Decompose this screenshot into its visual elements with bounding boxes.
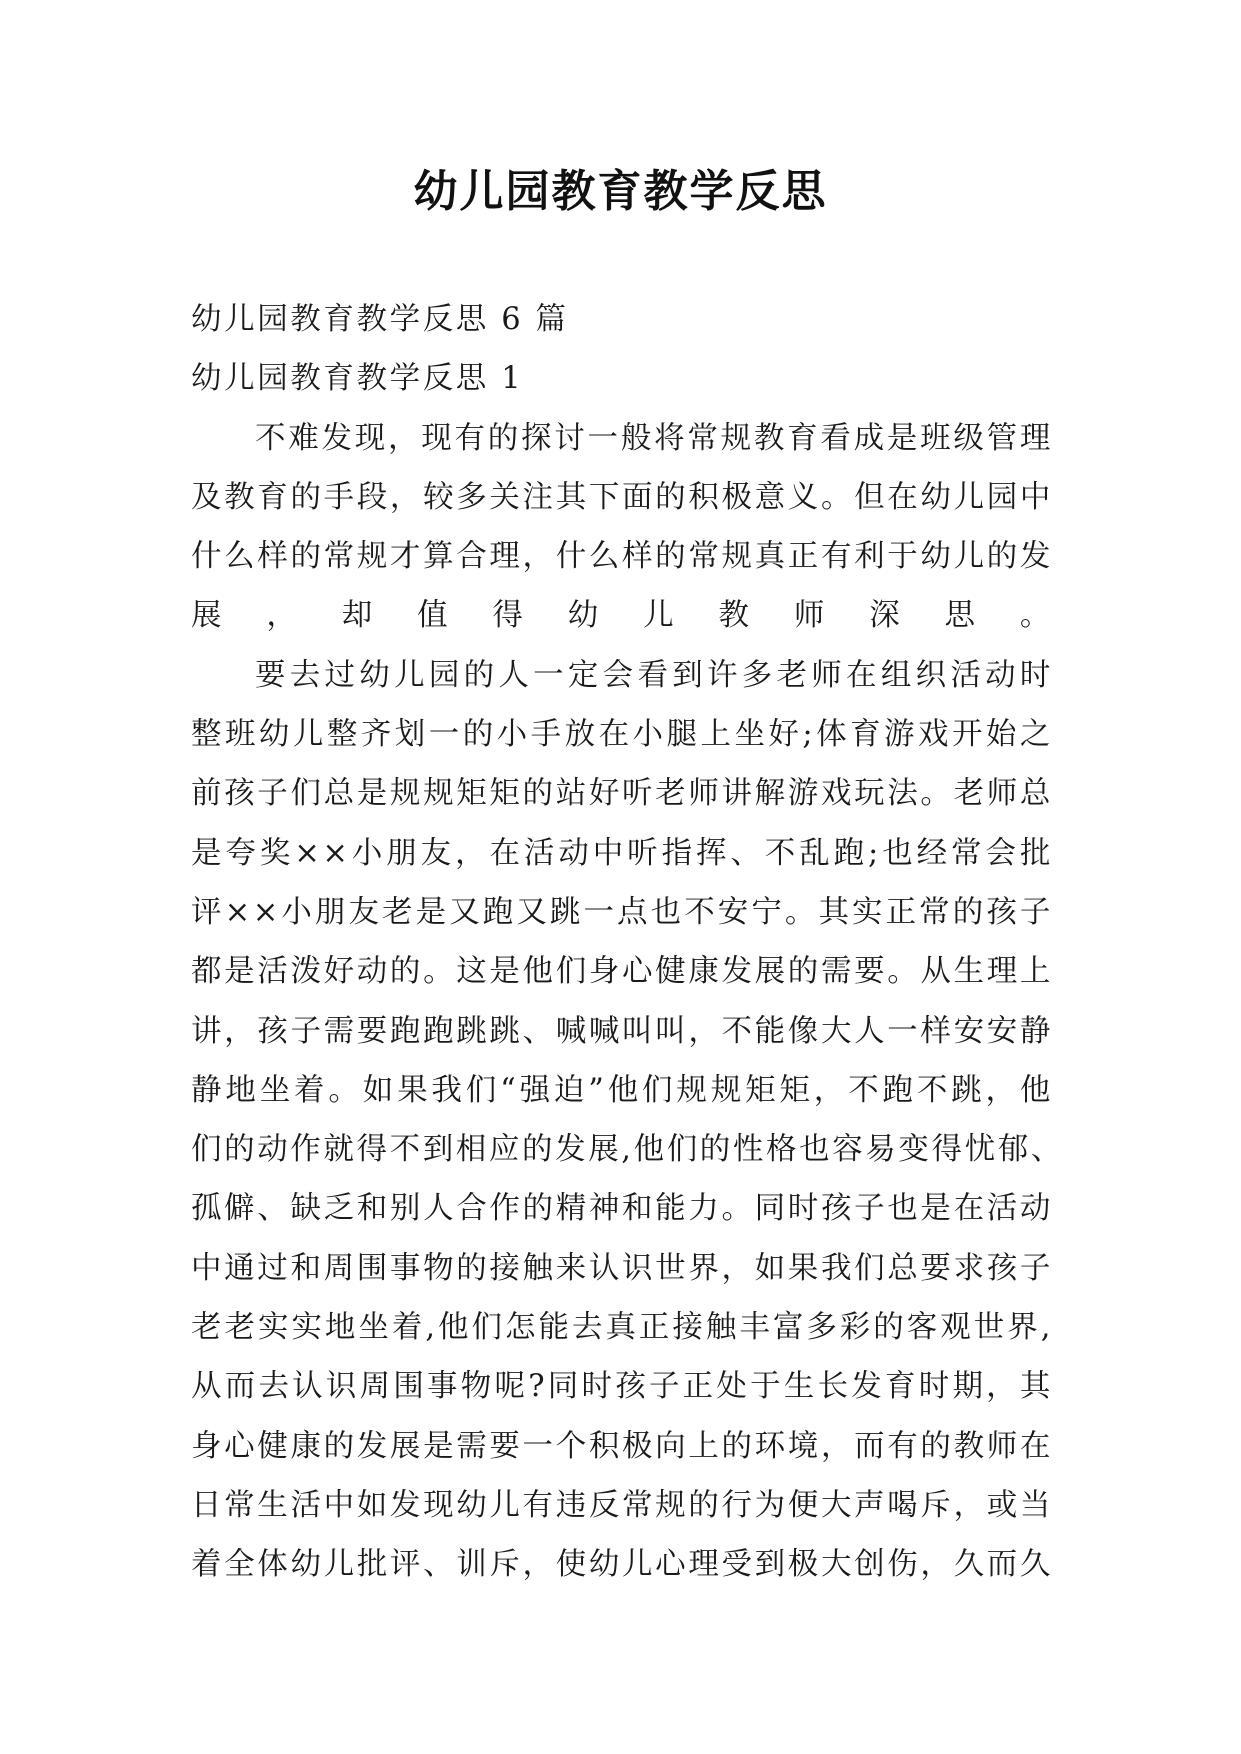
text-line: 都是活泼好动的。这是他们身心健康发展的需要。从生理上 [191,954,1053,990]
text-line: 静地坐着。如果我们“强迫”他们规规矩矩，不跑不跳，他 [191,1072,1053,1108]
text-line: 日常生活中如发现幼儿有违反常规的行为便大声喝斥，或当 [191,1487,1053,1523]
text-line: 前孩子们总是规规矩矩的站好听老师讲解游戏玩法。老师总 [191,776,1053,812]
text-line: 老老实实地坐着,他们怎能去真正接触丰富多彩的客观世界, [191,1310,1053,1346]
text-line: 从而去认识周围事物呢?同时孩子正处于生长发育时期，其 [191,1369,1053,1405]
text-line: 整班幼儿整齐划一的小手放在小腿上坐好;体育游戏开始之 [191,717,1053,753]
text-line: 要去过幼儿园的人一定会看到许多老师在组织活动时 [255,657,1053,693]
paragraph-1 [191,409,1053,646]
text-line: 是夸奖××小朋友，在活动中听指挥、不乱跑;也经常会批 [191,835,1053,871]
document-body [191,290,1064,1595]
text-line: 展，却值得幼儿教师深思。 [191,598,1053,634]
text-line: 孤僻、缺乏和别人合作的精神和能力。同时孩子也是在活动 [191,1191,1053,1227]
text-line: 不难发现，现有的探讨一般将常规教育看成是班级管理 [255,420,1053,456]
text-line: 身心健康的发展是需要一个积极向上的环境，而有的教师在 [191,1428,1053,1464]
text-line: 们的动作就得不到相应的发展,他们的性格也容易变得忧郁、 [191,1132,1064,1168]
text-line: 中通过和周围事物的接触来认识世界，如果我们总要求孩子 [191,1250,1053,1286]
text-line: 评××小朋友老是又跑又跳一点也不安宁。其实正常的孩子 [191,894,1053,930]
text-line: 讲，孩子需要跑跑跳跳、喊喊叫叫，不能像大人一样安安静 [191,1013,1053,1049]
section-heading: 幼儿园教育教学反思 1 [191,361,524,397]
paragraph-2 [191,646,1064,1595]
text-line: 什么样的常规才算合理，什么样的常规真正有利于幼儿的发 [191,539,1053,575]
subtitle-line: 幼儿园教育教学反思 6 篇 [191,302,569,337]
document-title: 幼儿园教育教学反思 [413,166,828,217]
text-line: 着全体幼儿批评、训斥，使幼儿心理受到极大创伤，久而久 [191,1547,1053,1583]
text-line: 及教育的手段，较多关注其下面的积极意义。但在幼儿园中 [191,479,1053,515]
